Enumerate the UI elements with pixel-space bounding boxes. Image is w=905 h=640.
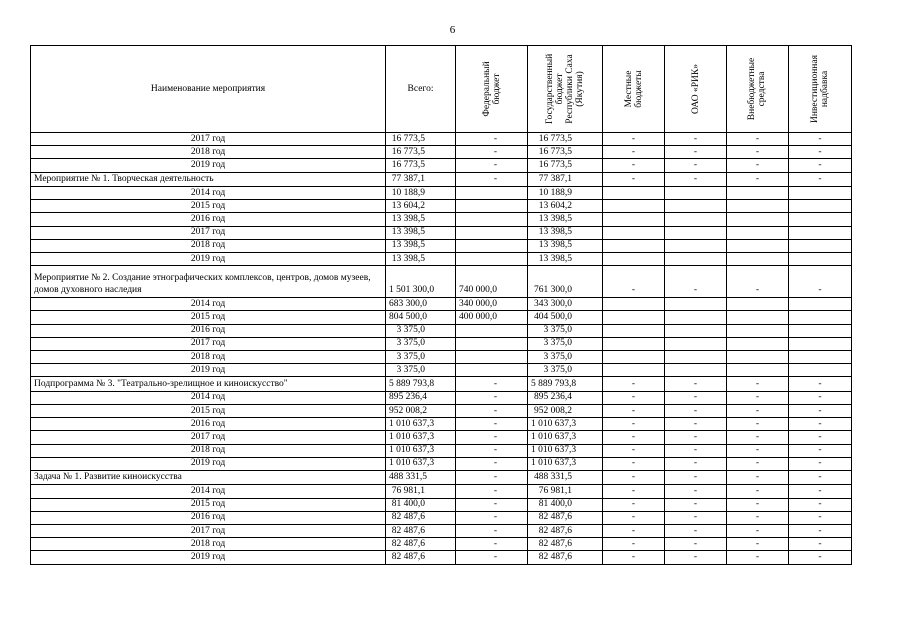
table-row (31, 457, 852, 470)
row-total: 16 773,5 (386, 146, 456, 159)
row-total: 13 398,5 (386, 239, 456, 252)
row-federal: - (456, 159, 528, 172)
row-invest: - (789, 431, 852, 444)
row-federal: - (456, 405, 528, 418)
row-total: 82 487,6 (386, 538, 456, 551)
row-local (603, 324, 665, 337)
row-local: - (603, 538, 665, 551)
row-local (603, 337, 665, 350)
row-name: 2019 год (31, 159, 386, 172)
row-name: 2015 год (31, 200, 386, 213)
row-rik: - (665, 551, 727, 564)
row-federal: - (456, 470, 528, 485)
row-invest (789, 200, 852, 213)
row-rik (665, 350, 727, 363)
row-name: 2015 год (31, 405, 386, 418)
row-state: 13 398,5 (528, 253, 603, 266)
row-invest: - (789, 377, 852, 392)
header-total: Всего: (386, 46, 456, 133)
table-row (31, 444, 852, 457)
table-row (31, 551, 852, 564)
row-invest: - (789, 498, 852, 511)
row-federal: - (456, 485, 528, 498)
row-total: 1 501 300,0 (386, 266, 456, 298)
row-total: 16 773,5 (386, 159, 456, 172)
row-local: - (603, 498, 665, 511)
row-total: 5 889 793,8 (386, 377, 456, 392)
row-invest: - (789, 159, 852, 172)
row-extra: - (727, 377, 789, 392)
row-local: - (603, 525, 665, 538)
row-rik: - (665, 457, 727, 470)
row-state: 1 010 637,3 (528, 431, 603, 444)
table-row (31, 525, 852, 538)
row-invest: - (789, 172, 852, 187)
row-invest: - (789, 146, 852, 159)
table-row (31, 391, 852, 404)
row-state: 952 008,2 (528, 405, 603, 418)
row-local: - (603, 485, 665, 498)
row-federal: - (456, 444, 528, 457)
row-federal: - (456, 511, 528, 524)
row-invest: - (789, 391, 852, 404)
row-local: - (603, 457, 665, 470)
row-state: 1 010 637,3 (528, 418, 603, 431)
row-extra (727, 337, 789, 350)
header-rik: ОАО «РИК» (665, 46, 727, 133)
row-name: 2017 год (31, 337, 386, 350)
row-extra (727, 324, 789, 337)
row-extra (727, 298, 789, 311)
row-local: - (603, 377, 665, 392)
header-state: Государственный бюджет Республики Саха (Якутия) (528, 46, 603, 133)
row-extra: - (727, 470, 789, 485)
row-total: 81 400,0 (386, 498, 456, 511)
row-state: 16 773,5 (528, 133, 603, 146)
row-local: - (603, 266, 665, 298)
row-name: 2016 год (31, 324, 386, 337)
row-extra: - (727, 525, 789, 538)
row-extra (727, 200, 789, 213)
row-local (603, 350, 665, 363)
row-total: 1 010 637,3 (386, 418, 456, 431)
row-name: 2018 год (31, 239, 386, 252)
row-total: 1 010 637,3 (386, 431, 456, 444)
table-row (31, 324, 852, 337)
row-rik (665, 311, 727, 324)
row-total: 77 387,1 (386, 172, 456, 187)
row-extra: - (727, 485, 789, 498)
row-name: 2017 год (31, 226, 386, 239)
row-local: - (603, 511, 665, 524)
row-rik (665, 337, 727, 350)
row-invest: - (789, 538, 852, 551)
row-local: - (603, 146, 665, 159)
row-federal: - (456, 172, 528, 187)
row-state: 76 981,1 (528, 485, 603, 498)
table-row (31, 146, 852, 159)
row-name: 2019 год (31, 551, 386, 564)
header-local: Местные бюджеты (603, 46, 665, 133)
table-row (31, 538, 852, 551)
row-rik: - (665, 266, 727, 298)
row-invest: - (789, 525, 852, 538)
row-total: 3 375,0 (386, 364, 456, 377)
row-extra: - (727, 538, 789, 551)
table-row (31, 187, 852, 200)
row-local (603, 298, 665, 311)
row-total: 13 398,5 (386, 213, 456, 226)
row-name: 2014 год (31, 298, 386, 311)
row-rik: - (665, 418, 727, 431)
row-local (603, 226, 665, 239)
row-total: 82 487,6 (386, 525, 456, 538)
row-rik: - (665, 485, 727, 498)
row-rik: - (665, 146, 727, 159)
row-rik: - (665, 525, 727, 538)
row-invest (789, 350, 852, 363)
row-federal (456, 364, 528, 377)
row-extra (727, 213, 789, 226)
row-invest: - (789, 551, 852, 564)
row-extra (727, 350, 789, 363)
row-extra (727, 239, 789, 252)
row-name: 2016 год (31, 213, 386, 226)
row-name: Подпрограмма № 3. "Театрально-зрелищное и киноискусство" (31, 377, 386, 392)
row-state: 343 300,0 (528, 298, 603, 311)
row-extra: - (727, 405, 789, 418)
row-extra (727, 253, 789, 266)
row-invest (789, 364, 852, 377)
row-extra: - (727, 444, 789, 457)
row-invest (789, 298, 852, 311)
row-local: - (603, 431, 665, 444)
row-name: 2018 год (31, 444, 386, 457)
row-local: - (603, 405, 665, 418)
row-total: 3 375,0 (386, 350, 456, 363)
row-federal: - (456, 431, 528, 444)
row-federal: 740 000,0 (456, 266, 528, 298)
row-rik: - (665, 431, 727, 444)
row-federal (456, 253, 528, 266)
row-local: - (603, 391, 665, 404)
row-invest: - (789, 485, 852, 498)
row-local (603, 200, 665, 213)
row-local: - (603, 470, 665, 485)
row-local (603, 187, 665, 200)
row-state: 13 398,5 (528, 213, 603, 226)
row-invest (789, 213, 852, 226)
row-local: - (603, 444, 665, 457)
row-invest (789, 239, 852, 252)
row-total: 16 773,5 (386, 133, 456, 146)
row-local (603, 253, 665, 266)
row-invest (789, 324, 852, 337)
row-invest (789, 337, 852, 350)
row-extra: - (727, 391, 789, 404)
row-federal: - (456, 538, 528, 551)
row-state: 82 487,6 (528, 551, 603, 564)
table-row (31, 200, 852, 213)
row-federal: - (456, 146, 528, 159)
row-total: 82 487,6 (386, 511, 456, 524)
row-total: 13 604,2 (386, 200, 456, 213)
row-invest: - (789, 133, 852, 146)
row-rik: - (665, 159, 727, 172)
table-row (31, 239, 852, 252)
row-extra: - (727, 133, 789, 146)
row-total: 13 398,5 (386, 226, 456, 239)
row-federal: 400 000,0 (456, 311, 528, 324)
header-federal: Федеральный бюджет (456, 46, 528, 133)
row-name: 2016 год (31, 418, 386, 431)
table-row (31, 133, 852, 146)
row-extra (727, 364, 789, 377)
table-row (31, 350, 852, 363)
table-row (31, 266, 852, 298)
row-name: 2017 год (31, 133, 386, 146)
row-name: 2014 год (31, 187, 386, 200)
table-row (31, 226, 852, 239)
row-rik: - (665, 498, 727, 511)
row-state: 3 375,0 (528, 324, 603, 337)
table-row (31, 511, 852, 524)
row-federal (456, 187, 528, 200)
table-row (31, 298, 852, 311)
row-state: 82 487,6 (528, 538, 603, 551)
row-state: 13 398,5 (528, 239, 603, 252)
row-federal (456, 350, 528, 363)
row-federal (456, 213, 528, 226)
row-invest (789, 253, 852, 266)
row-federal: - (456, 498, 528, 511)
page-number: 6 (449, 24, 456, 36)
row-federal (456, 337, 528, 350)
row-total: 3 375,0 (386, 337, 456, 350)
row-invest: - (789, 418, 852, 431)
row-state: 13 604,2 (528, 200, 603, 213)
row-extra: - (727, 146, 789, 159)
row-local: - (603, 551, 665, 564)
row-invest: - (789, 444, 852, 457)
table-row (31, 159, 852, 172)
row-rik: - (665, 444, 727, 457)
row-local: - (603, 133, 665, 146)
row-rik (665, 239, 727, 252)
row-name: 2014 год (31, 391, 386, 404)
row-invest (789, 226, 852, 239)
row-federal: - (456, 133, 528, 146)
header-name: Наименование мероприятия (31, 46, 386, 133)
row-local: - (603, 418, 665, 431)
row-federal (456, 239, 528, 252)
row-extra: - (727, 266, 789, 298)
table-row (31, 405, 852, 418)
row-local: - (603, 159, 665, 172)
row-rik: - (665, 538, 727, 551)
row-name: Задача № 1. Развитие киноискусства (31, 470, 386, 485)
table-row (31, 172, 852, 187)
row-local: - (603, 172, 665, 187)
table-row (31, 253, 852, 266)
row-name: 2015 год (31, 498, 386, 511)
row-invest: - (789, 470, 852, 485)
row-extra (727, 187, 789, 200)
row-extra: - (727, 172, 789, 187)
row-federal: - (456, 418, 528, 431)
table-row (31, 311, 852, 324)
row-invest (789, 311, 852, 324)
row-state: 5 889 793,8 (528, 377, 603, 392)
row-invest: - (789, 511, 852, 524)
row-name: 2017 год (31, 525, 386, 538)
row-name: 2017 год (31, 431, 386, 444)
row-extra: - (727, 551, 789, 564)
row-rik: - (665, 172, 727, 187)
row-invest: - (789, 266, 852, 298)
row-state: 82 487,6 (528, 525, 603, 538)
row-name: 2018 год (31, 538, 386, 551)
row-rik (665, 187, 727, 200)
table-row (31, 337, 852, 350)
table-row (31, 418, 852, 431)
row-total: 3 375,0 (386, 324, 456, 337)
row-state: 13 398,5 (528, 226, 603, 239)
row-rik: - (665, 511, 727, 524)
row-rik (665, 213, 727, 226)
table-row (31, 470, 852, 485)
row-invest: - (789, 405, 852, 418)
row-state: 3 375,0 (528, 350, 603, 363)
row-rik (665, 364, 727, 377)
row-state: 1 010 637,3 (528, 457, 603, 470)
row-total: 804 500,0 (386, 311, 456, 324)
row-total: 1 010 637,3 (386, 457, 456, 470)
row-rik (665, 324, 727, 337)
row-total: 82 487,6 (386, 551, 456, 564)
row-extra: - (727, 498, 789, 511)
row-rik: - (665, 377, 727, 392)
row-name: 2019 год (31, 253, 386, 266)
row-state: 81 400,0 (528, 498, 603, 511)
row-name: 2018 год (31, 146, 386, 159)
row-extra: - (727, 159, 789, 172)
row-state: 895 236,4 (528, 391, 603, 404)
row-state: 404 500,0 (528, 311, 603, 324)
row-name: 2018 год (31, 350, 386, 363)
row-name: 2019 год (31, 364, 386, 377)
row-state: 761 300,0 (528, 266, 603, 298)
row-state: 3 375,0 (528, 337, 603, 350)
table-row (31, 213, 852, 226)
row-state: 10 188,9 (528, 187, 603, 200)
row-total: 13 398,5 (386, 253, 456, 266)
row-extra: - (727, 418, 789, 431)
row-total: 952 008,2 (386, 405, 456, 418)
row-invest (789, 187, 852, 200)
row-federal (456, 324, 528, 337)
row-extra: - (727, 431, 789, 444)
row-name: 2015 год (31, 311, 386, 324)
table-row (31, 364, 852, 377)
row-state: 82 487,6 (528, 511, 603, 524)
header-extra: Внебюджетные средства (727, 46, 789, 133)
row-name: 2019 год (31, 457, 386, 470)
row-state: 488 331,5 (528, 470, 603, 485)
row-extra (727, 311, 789, 324)
row-local (603, 239, 665, 252)
row-state: 1 010 637,3 (528, 444, 603, 457)
table-header-row (31, 46, 852, 133)
row-federal: 340 000,0 (456, 298, 528, 311)
row-extra: - (727, 457, 789, 470)
row-rik (665, 298, 727, 311)
row-state: 16 773,5 (528, 159, 603, 172)
row-federal (456, 226, 528, 239)
row-total: 10 188,9 (386, 187, 456, 200)
row-federal: - (456, 551, 528, 564)
row-total: 488 331,5 (386, 470, 456, 485)
row-federal: - (456, 391, 528, 404)
row-federal: - (456, 457, 528, 470)
row-name: 2016 год (31, 511, 386, 524)
row-rik: - (665, 405, 727, 418)
row-extra (727, 226, 789, 239)
row-rik (665, 226, 727, 239)
row-local (603, 311, 665, 324)
table-row (31, 485, 852, 498)
row-invest: - (789, 457, 852, 470)
row-local (603, 364, 665, 377)
row-state: 77 387,1 (528, 172, 603, 187)
row-total: 683 300,0 (386, 298, 456, 311)
row-state: 16 773,5 (528, 146, 603, 159)
row-total: 1 010 637,3 (386, 444, 456, 457)
row-federal (456, 200, 528, 213)
budget-table (30, 45, 852, 565)
row-rik: - (665, 470, 727, 485)
row-rik: - (665, 391, 727, 404)
row-total: 76 981,1 (386, 485, 456, 498)
row-federal: - (456, 525, 528, 538)
table-row (31, 498, 852, 511)
row-name: 2014 год (31, 485, 386, 498)
row-local (603, 213, 665, 226)
row-state: 3 375,0 (528, 364, 603, 377)
row-extra: - (727, 511, 789, 524)
row-name: Мероприятие № 1. Творческая деятельность (31, 172, 386, 187)
row-total: 895 236,4 (386, 391, 456, 404)
header-invest: Инвестиционная надбавка (789, 46, 852, 133)
table-row (31, 377, 852, 392)
row-rik: - (665, 133, 727, 146)
row-federal: - (456, 377, 528, 392)
row-name: Мероприятие № 2. Создание этнографических комплексов, центров, домов музеев, домов духовного наследия (31, 266, 386, 298)
table-row (31, 431, 852, 444)
row-rik (665, 253, 727, 266)
row-rik (665, 200, 727, 213)
